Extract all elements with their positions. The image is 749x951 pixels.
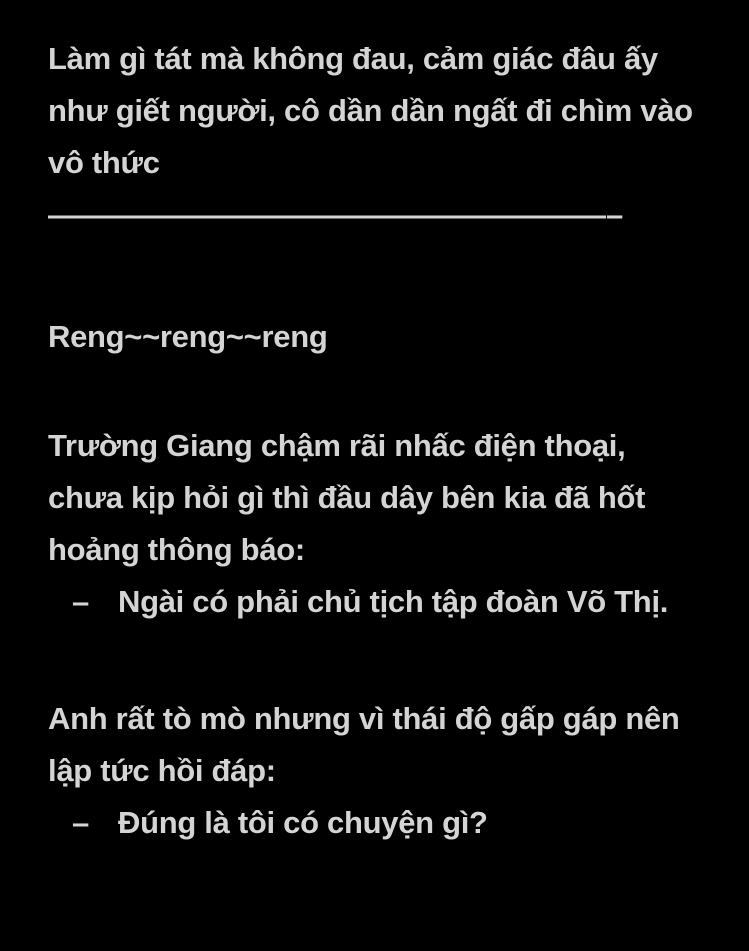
narration-paragraph-3: Anh rất tò mò nhưng vì thái độ gấp gáp nên lập tức hồi đáp: bbox=[48, 701, 680, 788]
dialogue-line-2 bbox=[72, 797, 701, 849]
sound-effect-text: Reng~~reng~~reng bbox=[48, 319, 328, 354]
dialogue-line-1 bbox=[72, 576, 701, 628]
narration-paragraph-2: Trường Giang chậm rãi nhấc điện thoại, chưa kịp hỏi gì thì đầu dây bên kia đã hốt hoảng thông báo: bbox=[48, 428, 646, 567]
dialogue-dash: – bbox=[72, 584, 89, 619]
narration-paragraph-1: Làm gì tát mà không đau, cảm giác đâu ấy như giết người, cô dần dần ngất đi chìm vào vô thức bbox=[48, 41, 693, 180]
section-divider: ——————————————————– bbox=[48, 197, 624, 232]
dialogue-dash: – bbox=[72, 805, 89, 840]
dialogue-text: Ngài có phải chủ tịch tập đoàn Võ Thị. bbox=[118, 584, 669, 619]
dialogue-text: Đúng là tôi có chuyện gì? bbox=[118, 805, 488, 840]
